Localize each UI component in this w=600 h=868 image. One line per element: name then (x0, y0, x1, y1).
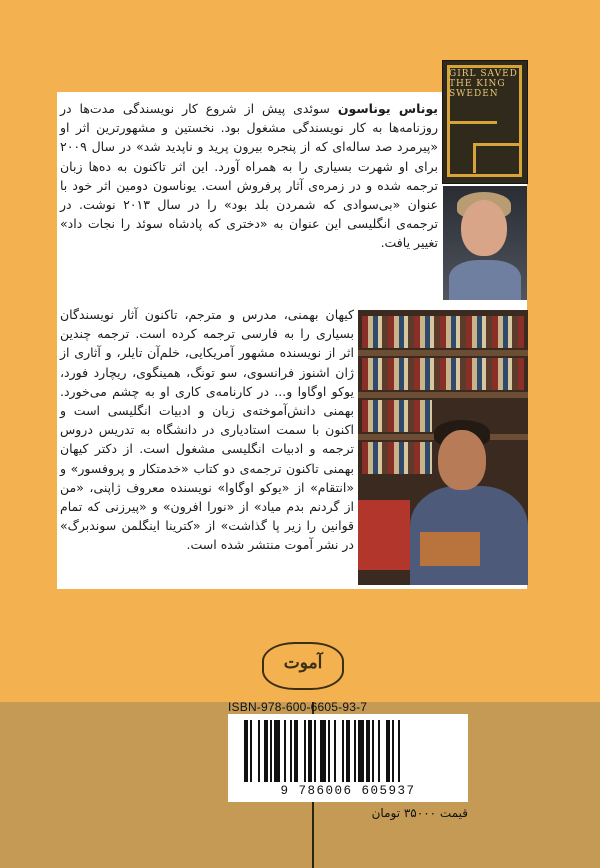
bookshelf-shelf (358, 392, 528, 398)
barcode-bar (270, 720, 272, 782)
barcode-bar (334, 720, 336, 782)
book-cover-thumbnail (442, 60, 528, 184)
red-book-stack (358, 500, 410, 570)
bookshelf-shelf (358, 350, 528, 356)
author-bio-text: سوئدی پیش از شروع کار نویسندگی مدت‌ها در روزنامه‌ها به کار نویسندگی مشغول بود. نخستین و مشهورترین اثر او «پیرمرد صد ساله‌ای که از پنجره بیرون پرید و ناپدید شد» در سال ۲۰۰۹ برای او شهرت بسیاری را به همراه آورد. این اثر تاکنون به ده‌ها زبان ترجمه شده و در زمره‌ی آثار پرفروش است. یوناسون دومین اثر خود با عنوان «بی‌سوادی که شمردن بلد بود» را در سال ۲۰۱۳ نوشت. در ترجمه‌ی انگلیسی این عنوان به «دختری که پادشاه سوئد را نجات داد» تغییر یافت. (60, 101, 439, 251)
barcode-bar (264, 720, 268, 782)
bookshelf-row (362, 400, 432, 432)
maze-line (473, 143, 476, 173)
price-label: قیمت ۳۵۰۰۰ تومان (371, 806, 468, 820)
barcode-bar (378, 720, 380, 782)
bookshelf-row (362, 358, 524, 390)
barcode (228, 714, 468, 802)
barcode-bar (284, 720, 286, 782)
publisher-logo (262, 642, 344, 690)
barcode-bar (308, 720, 312, 782)
translator-bio: کیهان بهمنی، مدرس و مترجم، تاکنون آثار نویسندگان بسیاری را به فارسی ترجمه کرده است. ترجمه چندین اثر از نویسنده مشهور آمریکایی، خلم‌آن تایلر، و آثاری از ژان اشنوز فرانسوی، سو تونگ، همینگوی، ریچارد فورد، یوکو اوگاوا و... در کارنامه‌ی کاری او به چشم می‌خورد. بهمنی دانش‌آموخته‌ی زبان و ادبیات انگلیسی است و اکنون با سمت استادیاری در دانشگاه به تدریس دروس ترجمه و ادبیات انگلیسی مشغول است. از دکتر کیهان بهمنی تاکنون ترجمه‌ی دو کتاب «خدمتکار و پروفسور» و «انتقام» از «یوکو اوگاوا» نویسنده معروف ژاپنی، «من از گردنم بدم میاد» از «نورا افرون» و «پیرزنی که تمام قوانین را زیر پا گذاشت» از «کترینا اینگلمن سوندبرگ» در نشر آموت منتشر شده است. (60, 307, 354, 553)
book-cover-title: GIRL SAVED THE KING SWEDEN (449, 69, 518, 99)
barcode-bar (244, 720, 248, 782)
maze-line (473, 143, 521, 146)
isbn-label: ISBN-978-600-6605-93-7 (228, 700, 368, 714)
author-face (461, 200, 507, 256)
barcode-bar (258, 720, 260, 782)
maze-line (519, 65, 522, 177)
barcode-bar (342, 720, 344, 782)
author-name: یوناس یوناسون (337, 101, 438, 116)
barcode-bar (372, 720, 374, 782)
barcode-bar (386, 720, 390, 782)
barcode-bar (346, 720, 350, 782)
translator-photo (358, 310, 528, 585)
publisher-logo-text: آموت (283, 653, 323, 673)
barcode-bar (290, 720, 292, 782)
barcode-bar (274, 720, 280, 782)
barcode-bar (392, 720, 394, 782)
translator-face (438, 430, 486, 490)
barcode-bar (398, 720, 400, 782)
barcode-bar (294, 720, 298, 782)
bookshelf-row (362, 442, 432, 474)
author-photo (443, 186, 527, 300)
wooden-box (420, 532, 480, 566)
maze-line (447, 174, 522, 177)
author-shirt (449, 260, 521, 300)
barcode-bar (354, 720, 356, 782)
barcode-bar (328, 720, 330, 782)
barcode-bar (250, 720, 252, 782)
bookshelf-row (362, 316, 524, 348)
barcode-bar (320, 720, 326, 782)
barcode-digits: 9 786006 605937 (280, 784, 416, 798)
barcode-bars (244, 720, 456, 782)
barcode-bar (304, 720, 306, 782)
barcode-bar (366, 720, 370, 782)
barcode-bar (314, 720, 316, 782)
maze-line (447, 121, 497, 124)
author-bio (60, 99, 438, 253)
barcode-bar (358, 720, 364, 782)
maze-line (447, 65, 522, 68)
